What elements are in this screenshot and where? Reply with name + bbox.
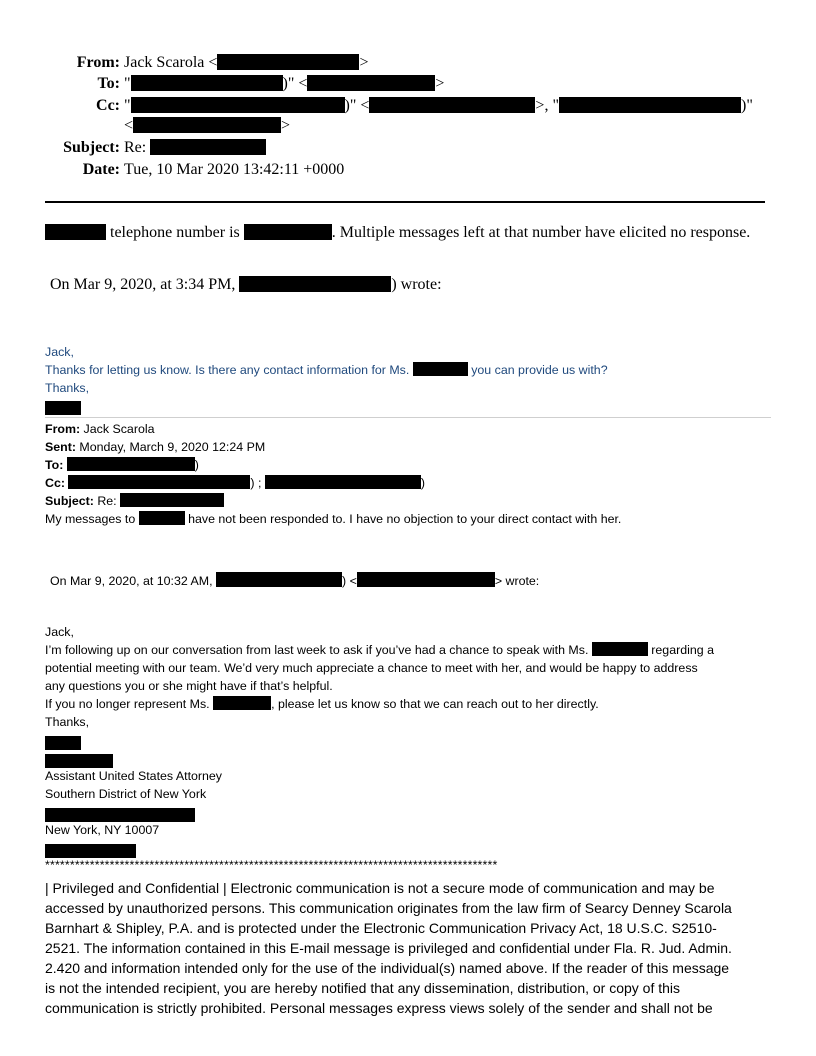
fwd-sent-label: Sent: xyxy=(45,440,76,454)
subject-prefix: Re: xyxy=(124,139,147,156)
disclaimer-line: 2521. The information contained in this E-mail message is privileged and confidential under Fla. R. Jud. Admin. xyxy=(45,940,732,956)
from-name: Jack Scarola xyxy=(124,54,205,71)
redaction xyxy=(369,97,535,113)
redaction xyxy=(45,736,81,750)
header-to-row xyxy=(0,73,816,94)
email2-signature xyxy=(45,399,81,417)
to-label: To: xyxy=(97,75,120,92)
fwd-sent-row xyxy=(45,438,265,456)
header-subject-row xyxy=(0,137,816,158)
redaction xyxy=(307,75,435,91)
email3-line1-b: regarding a xyxy=(647,643,714,657)
email2-greeting: Jack, xyxy=(45,345,74,359)
fwd-cc-tail: ) xyxy=(420,476,426,490)
redaction xyxy=(45,401,81,415)
redaction xyxy=(120,493,224,507)
quote-attribution-1 xyxy=(50,274,442,295)
redaction xyxy=(217,54,359,70)
fwd-body xyxy=(45,510,621,528)
redaction xyxy=(150,139,266,155)
forward-divider xyxy=(45,417,771,418)
fwd-body-a: My messages to xyxy=(45,512,139,526)
redaction xyxy=(131,97,345,113)
email3-line4 xyxy=(45,695,599,713)
disclaimer-line: is not the intended recipient, you are hereby notified that any dissemination, distribution, or copy of this xyxy=(45,980,681,996)
cc-label: Cc: xyxy=(96,97,120,114)
cc-value: " )" < >, " )" xyxy=(124,97,753,114)
email3-thanks: Thanks, xyxy=(45,715,90,729)
subject-value xyxy=(124,137,266,158)
redaction xyxy=(68,475,250,489)
header-date-row xyxy=(0,159,816,180)
redaction xyxy=(592,642,648,656)
email3-line2: potential meeting with our team. We’d very much appreciate a chance to meet with her, and would be happy to address xyxy=(45,661,698,675)
reply-text-end: . Multiple messages left at that number have elicited no response. xyxy=(331,224,751,241)
redaction xyxy=(67,457,195,471)
redaction xyxy=(265,475,421,489)
fwd-subject-label: Subject: xyxy=(45,494,94,508)
redaction xyxy=(213,696,271,710)
disclaimer-line: accessed by unauthorized persons. This communication originates from the law firm of Searcy Denney Scarola xyxy=(45,900,732,916)
redaction xyxy=(45,224,106,240)
email2-line1-a: Thanks for letting us know. Is there any contact information for Ms. xyxy=(45,363,413,377)
fwd-from-row xyxy=(45,420,154,438)
disclaimer-line: Barnhart & Shipley, P.A. and is protected under the Electronic Communication Privacy Act, 18 U.S.C. S2510- xyxy=(45,920,717,936)
disclaimer-line: | Privileged and Confidential | Electronic communication is not a secure mode of communication and may be xyxy=(45,880,715,896)
quote1-tail: ) wrote: xyxy=(391,276,442,293)
email3-city: New York, NY 10007 xyxy=(45,823,160,837)
date-value: Tue, 10 Mar 2020 13:42:11 +0000 xyxy=(124,161,345,178)
cc-value-cont: < > xyxy=(124,117,291,134)
redaction xyxy=(244,224,332,240)
quote2-mid: ) < xyxy=(342,574,357,588)
fwd-from-label: From: xyxy=(45,422,81,436)
fwd-subject-value: Re: xyxy=(93,494,121,508)
reply-paragraph xyxy=(45,222,750,243)
email3-line4-b: , please let us know so that we can reach out to her directly. xyxy=(271,697,599,711)
fwd-to-row xyxy=(45,456,199,474)
disclaimer-stars: ******************************************************************************************* xyxy=(45,858,498,872)
redaction xyxy=(45,754,113,768)
header-from-row xyxy=(0,52,816,73)
email2-thanks: Thanks, xyxy=(45,381,90,395)
redaction xyxy=(45,808,195,822)
redaction xyxy=(216,572,342,587)
fwd-cc-row xyxy=(45,474,425,492)
email3-signature-name xyxy=(45,734,81,752)
email3-line4-a: If you no longer represent Ms. xyxy=(45,697,214,711)
quote2-tail: > wrote: xyxy=(494,574,540,588)
header-cc-row-cont xyxy=(0,115,816,136)
email3-line1 xyxy=(45,641,714,659)
email3-office: Southern District of New York xyxy=(45,787,207,801)
quote1-lead: On Mar 9, 2020, at 3:34 PM, xyxy=(50,276,240,293)
subject-label: Subject: xyxy=(63,139,120,156)
fwd-to-label: To: xyxy=(45,458,64,472)
date-label: Date: xyxy=(82,161,120,178)
disclaimer-line: 2.420 and information intended only for the use of the individual(s) named above. If the reader of this message xyxy=(45,960,730,976)
email3-line1-a: I’m following up on our conversation from last week to ask if you’ve had a chance to speak with Ms. xyxy=(45,643,592,657)
fwd-sent-value: Monday, March 9, 2020 12:24 PM xyxy=(75,440,266,454)
email2-line1 xyxy=(45,361,608,379)
fwd-cc-mid: ) ; xyxy=(250,476,265,490)
from-label: From: xyxy=(76,54,120,71)
redaction xyxy=(131,75,283,91)
redaction xyxy=(239,276,391,292)
email3-line3: any questions you or she might have if that’s helpful. xyxy=(45,679,333,693)
reply-text-mid: telephone number is xyxy=(106,224,244,241)
header-cc-row xyxy=(0,95,816,116)
to-value: " )" < > xyxy=(124,75,445,92)
fwd-subject-row xyxy=(45,492,224,510)
disclaimer-line: communication is strictly prohibited. Personal messages express views solely of the sender and shall not be xyxy=(45,1000,713,1016)
quote2-lead: On Mar 9, 2020, at 10:32 AM, xyxy=(50,574,216,588)
redaction xyxy=(139,511,185,525)
from-value: Jack Scarola < > xyxy=(124,54,369,71)
redaction xyxy=(133,117,281,133)
redaction xyxy=(559,97,741,113)
fwd-to-tail: ) xyxy=(194,458,199,472)
email3-greeting: Jack, xyxy=(45,625,74,639)
redaction xyxy=(413,362,468,376)
redaction xyxy=(357,572,495,587)
header-divider xyxy=(45,201,765,203)
fwd-cc-label: Cc: xyxy=(45,476,65,490)
fwd-from-value: Jack Scarola xyxy=(80,422,155,436)
email2-line1-b: you can provide us with? xyxy=(467,363,608,377)
quote-attribution-2 xyxy=(50,572,539,590)
email3-title: Assistant United States Attorney xyxy=(45,769,223,783)
fwd-body-b: have not been responded to. I have no objection to your direct contact with her. xyxy=(184,512,622,526)
